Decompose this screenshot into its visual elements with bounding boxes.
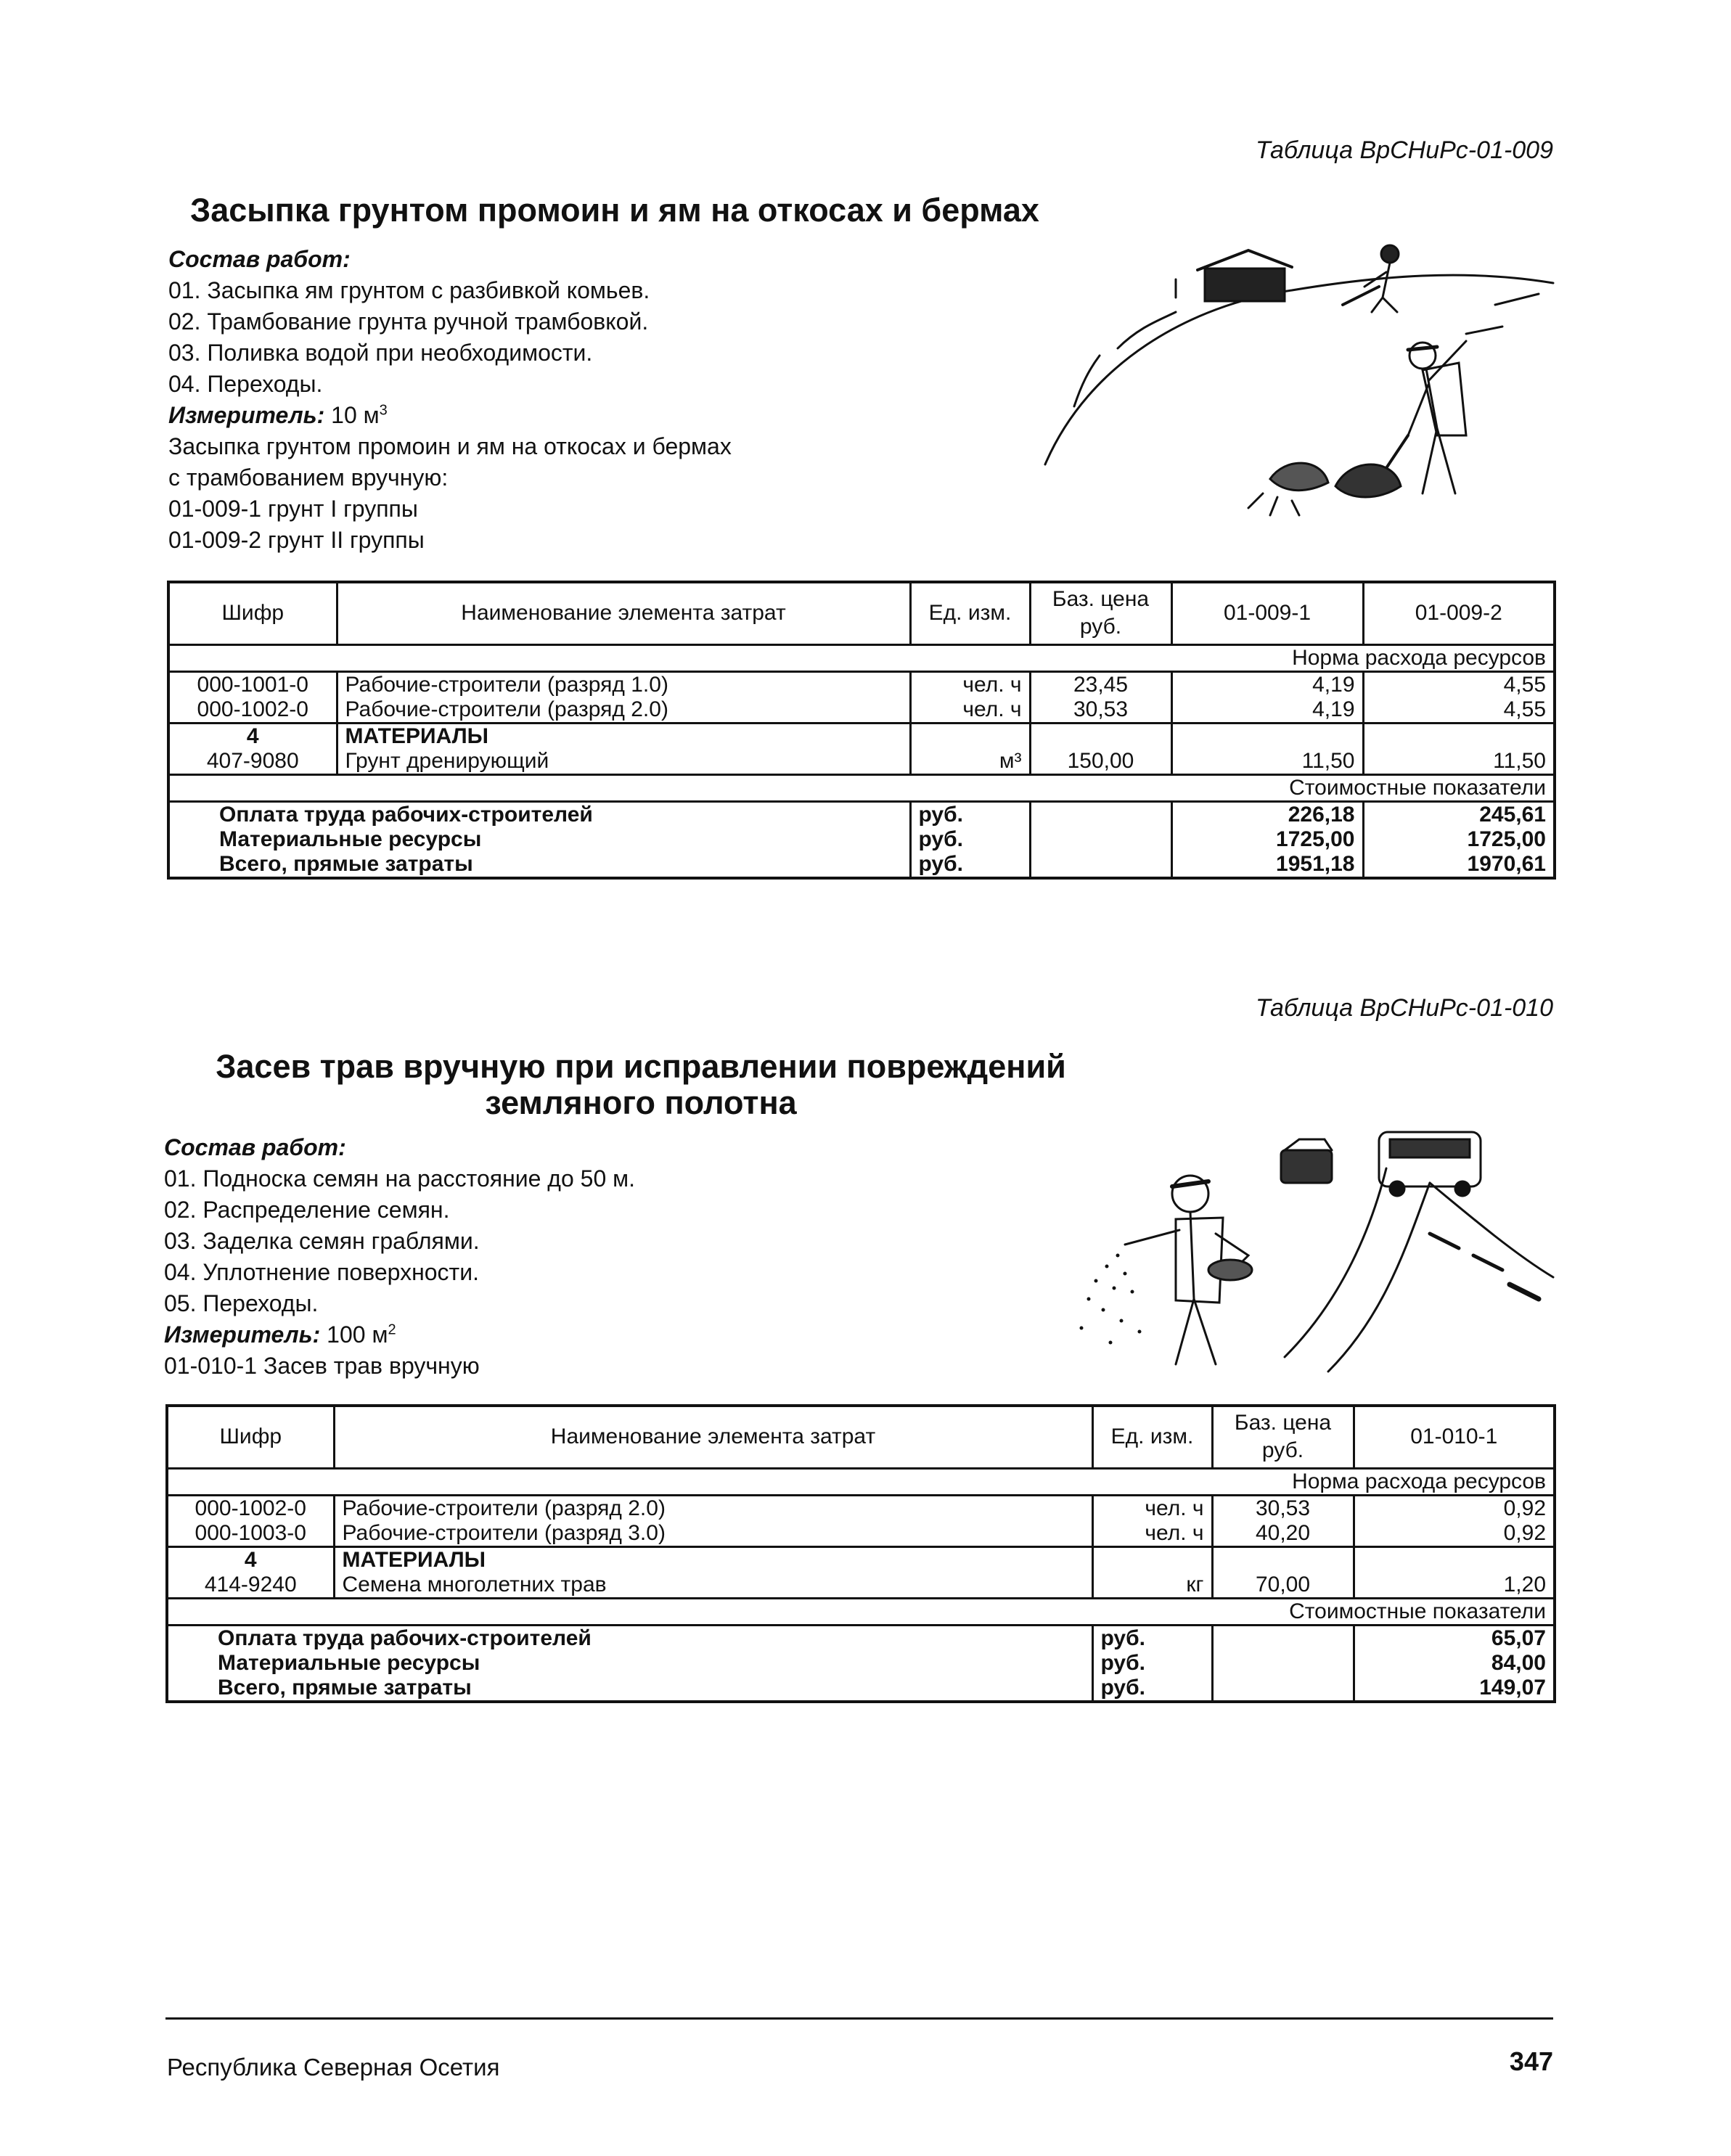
seed-sowing-illustration <box>1067 1110 1560 1386</box>
code-cell: 407-9080 <box>168 749 337 775</box>
footer-divider <box>165 2017 1553 2020</box>
col-header-norm-1: 01-009-1 <box>1171 582 1363 644</box>
section-label: Норма расхода ресурсов <box>167 1468 1555 1495</box>
section-label: Стоимостные показатели <box>167 1598 1555 1625</box>
work-item: 01. Засыпка ям грунтом с разбивкой комьев. <box>168 277 650 303</box>
price-cell: 30,53 <box>1030 697 1171 724</box>
table-row <box>167 1573 1555 1599</box>
meter-exponent: 2 <box>388 1321 396 1338</box>
total-name-cell: Всего, прямые затраты <box>218 1675 472 1700</box>
price-cell <box>1030 723 1171 749</box>
col-header-norm-1: 01-010-1 <box>1354 1406 1555 1468</box>
name-cell: МАТЕРИАЛЫ <box>334 1546 1092 1573</box>
value-cell: 4,55 <box>1363 671 1555 697</box>
section-title-line: земляного полотна <box>485 1084 797 1121</box>
workers-on-slope-illustration <box>1031 218 1568 552</box>
price-cell <box>1030 852 1171 878</box>
total-row <box>168 827 1555 852</box>
col-header-unit: Ед. изм. <box>910 582 1030 644</box>
code-cell: 000-1001-0 <box>168 671 337 697</box>
value-cell: 226,18 <box>1171 801 1363 827</box>
col-header-name: Наименование элемента затрат <box>337 582 910 644</box>
col-header-unit: Ед. изм. <box>1092 1406 1212 1468</box>
col-header-norm-2: 01-009-2 <box>1363 582 1555 644</box>
value-cell: 4,19 <box>1171 697 1363 724</box>
meter <box>164 1319 635 1350</box>
unit-cell: чел. ч <box>910 697 1030 724</box>
work-item: 02. Трамбование грунта ручной трамбовкой. <box>168 308 649 335</box>
price-cell: 70,00 <box>1212 1573 1354 1599</box>
name-cell: Рабочие-строители (разряд 2.0) <box>337 697 910 724</box>
value-cell: 245,61 <box>1363 801 1555 827</box>
unit-cell: чел. ч <box>1092 1495 1212 1521</box>
value-cell: 0,92 <box>1354 1521 1555 1547</box>
col-header-code: Шифр <box>168 582 337 644</box>
table-row <box>168 723 1555 749</box>
section-label: Стоимостные показатели <box>168 774 1555 801</box>
meter-value: 100 м <box>327 1321 388 1348</box>
value-cell: 4,19 <box>1171 671 1363 697</box>
footer-region: Республика Северная Осетия <box>167 2054 500 2081</box>
name-cell: Семена многолетних трав <box>334 1573 1092 1599</box>
price-cell <box>1212 1625 1354 1651</box>
table-row <box>168 671 1555 697</box>
name-cell: Рабочие-строители (разряд 3.0) <box>334 1521 1092 1547</box>
table-label: Таблица ВрСНиРс-01-009 <box>1255 136 1553 164</box>
unit-cell: м³ <box>910 749 1030 775</box>
price-cell: 40,20 <box>1212 1521 1354 1547</box>
total-row <box>167 1651 1555 1676</box>
unit-cell: руб. <box>910 827 1030 852</box>
total-name-cell: Оплата труда рабочих-строителей <box>218 1626 592 1650</box>
unit-cell <box>1092 1546 1212 1573</box>
description-line: с трамбованием вручную: <box>168 464 449 491</box>
description-line: Засыпка грунтом промоин и ям на откосах и бермах <box>168 433 732 459</box>
value-cell <box>1171 723 1363 749</box>
code-cell: 000-1002-0 <box>168 697 337 724</box>
total-row <box>167 1625 1555 1651</box>
col-header-price: Баз. цена руб. <box>1212 1406 1354 1468</box>
work-item: 04. Переходы. <box>168 371 323 397</box>
unit-cell: руб. <box>1092 1676 1212 1702</box>
value-cell: 65,07 <box>1354 1625 1555 1651</box>
price-cell <box>1030 801 1171 827</box>
table-row <box>168 697 1555 724</box>
value-cell <box>1363 723 1555 749</box>
unit-cell: руб. <box>910 852 1030 878</box>
description-line: 01-010-1 Засев трав вручную <box>164 1353 480 1379</box>
description-line: 01-009-2 грунт II группы <box>168 527 425 553</box>
value-cell: 1725,00 <box>1363 827 1555 852</box>
work-composition-label: Состав работ: <box>168 246 351 272</box>
total-name-cell: Всего, прямые затраты <box>219 851 473 876</box>
table-row <box>167 1546 1555 1573</box>
total-row <box>168 801 1555 827</box>
name-cell: Грунт дренирующий <box>337 749 910 775</box>
value-cell <box>1354 1546 1555 1573</box>
col-header-price: Баз. цена руб. <box>1030 582 1171 644</box>
section-row-cost <box>167 1598 1555 1625</box>
work-item: 01. Подноска семян на расстояние до 50 м. <box>164 1165 636 1192</box>
meter-label: Измеритель: <box>164 1321 321 1348</box>
price-cell <box>1212 1651 1354 1676</box>
meter-value: 10 м <box>331 402 380 428</box>
code-cell: 000-1003-0 <box>167 1521 334 1547</box>
work-composition <box>168 244 732 556</box>
code-cell: 000-1002-0 <box>167 1495 334 1521</box>
name-cell: Рабочие-строители (разряд 1.0) <box>337 671 910 697</box>
work-item: 02. Распределение семян. <box>164 1197 450 1223</box>
unit-cell: руб. <box>1092 1651 1212 1676</box>
name-cell: Рабочие-строители (разряд 2.0) <box>334 1495 1092 1521</box>
code-cell: 4 <box>167 1546 334 1573</box>
page-number: 347 <box>1509 2046 1553 2076</box>
unit-cell: чел. ч <box>910 671 1030 697</box>
price-cell: 30,53 <box>1212 1495 1354 1521</box>
total-name-cell: Материальные ресурсы <box>218 1650 480 1675</box>
meter-exponent: 3 <box>379 402 388 419</box>
price-cell <box>1212 1546 1354 1573</box>
value-cell: 1,20 <box>1354 1573 1555 1599</box>
work-item: 04. Уплотнение поверхности. <box>164 1259 479 1285</box>
price-cell: 23,45 <box>1030 671 1171 697</box>
meter <box>168 400 732 431</box>
description-line: 01-009-1 грунт I группы <box>168 496 418 522</box>
value-cell: 1725,00 <box>1171 827 1363 852</box>
value-cell: 0,92 <box>1354 1495 1555 1521</box>
value-cell: 84,00 <box>1354 1651 1555 1676</box>
total-name-cell: Материальные ресурсы <box>219 827 482 851</box>
work-item: 03. Заделка семян граблями. <box>164 1228 480 1254</box>
value-cell: 11,50 <box>1363 749 1555 775</box>
col-header-name: Наименование элемента затрат <box>334 1406 1092 1468</box>
resource-table <box>165 1404 1556 1703</box>
table-label: Таблица ВрСНиРс-01-010 <box>1255 994 1553 1022</box>
col-header-code: Шифр <box>167 1406 334 1468</box>
section-title-line: Засев трав вручную при исправлении повреждений <box>216 1048 1066 1085</box>
unit-cell: чел. ч <box>1092 1521 1212 1547</box>
value-cell: 149,07 <box>1354 1676 1555 1702</box>
value-cell: 4,55 <box>1363 697 1555 724</box>
section-row-norm <box>168 644 1555 671</box>
section-label: Норма расхода ресурсов <box>168 644 1555 671</box>
unit-cell: руб. <box>910 801 1030 827</box>
table-row <box>168 749 1555 775</box>
section-row-norm <box>167 1468 1555 1495</box>
total-row <box>168 852 1555 878</box>
total-name-cell: Оплата труда рабочих-строителей <box>219 802 593 827</box>
section-title <box>187 1049 1094 1121</box>
value-cell: 1970,61 <box>1363 852 1555 878</box>
work-composition <box>164 1132 635 1382</box>
unit-cell: кг <box>1092 1573 1212 1599</box>
code-cell: 4 <box>168 723 337 749</box>
work-item: 03. Поливка водой при необходимости. <box>168 340 593 366</box>
unit-cell: руб. <box>1092 1625 1212 1651</box>
table-row <box>167 1521 1555 1547</box>
price-cell <box>1212 1676 1354 1702</box>
total-row <box>167 1676 1555 1702</box>
name-cell: МАТЕРИАЛЫ <box>337 723 910 749</box>
value-cell: 1951,18 <box>1171 852 1363 878</box>
code-cell: 414-9240 <box>167 1573 334 1599</box>
table-row <box>167 1495 1555 1521</box>
unit-cell <box>910 723 1030 749</box>
work-composition-label: Состав работ: <box>164 1134 346 1160</box>
section-row-cost <box>168 774 1555 801</box>
section-title: Засыпка грунтом промоин и ям на откосах и бермах <box>190 192 1039 229</box>
work-item: 05. Переходы. <box>164 1290 319 1316</box>
resource-table <box>167 581 1556 880</box>
value-cell: 11,50 <box>1171 749 1363 775</box>
price-cell <box>1030 827 1171 852</box>
price-cell: 150,00 <box>1030 749 1171 775</box>
meter-label: Измеритель: <box>168 402 325 428</box>
